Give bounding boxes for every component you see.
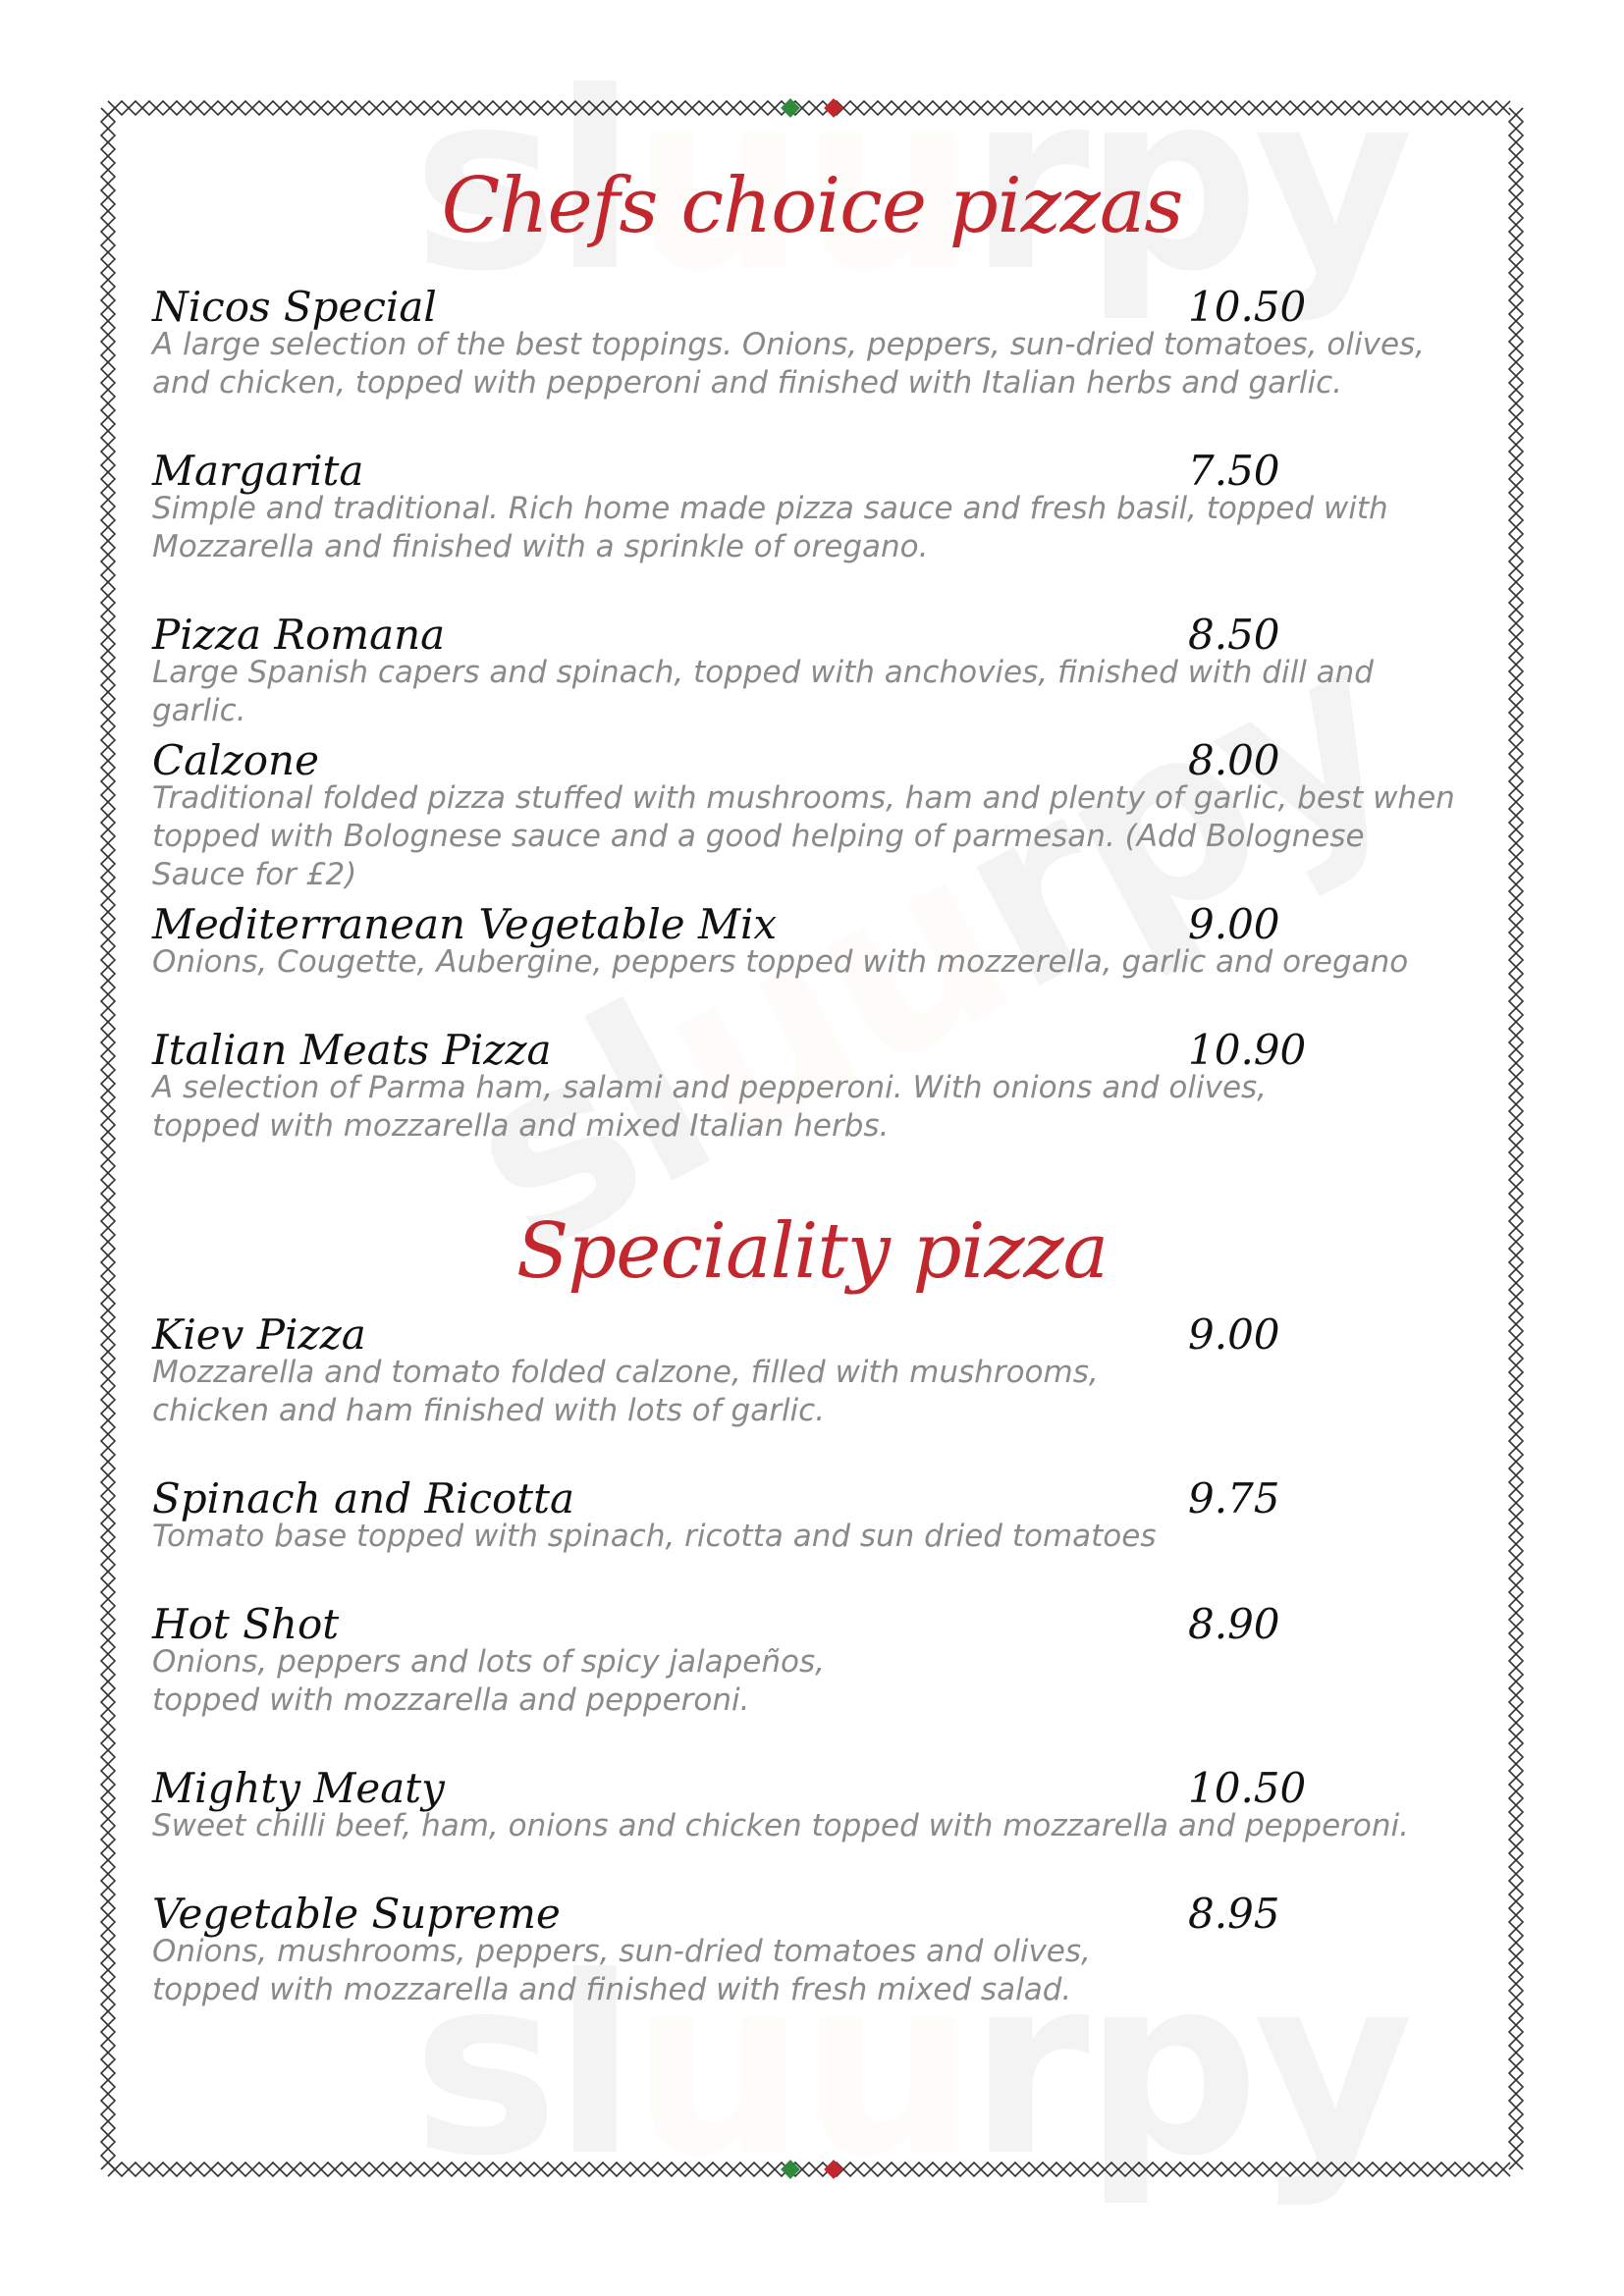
- bottom-ornament-diamond-green: [781, 2160, 800, 2179]
- item-description: Traditional folded pizza stuffed with mushrooms, ham and plenty of garlic, best when topped with Bolognese sauce and a good helping of parmesan. (Add Bolognese Sauce for £2): [152, 780, 1455, 892]
- item-name: Vegetable Supreme: [152, 1890, 561, 1938]
- menu-item: [152, 738, 1458, 894]
- menu-item: [152, 1312, 1458, 1430]
- item-price: 8.95: [1188, 1890, 1280, 1938]
- menu-item: [152, 1602, 1458, 1720]
- item-name: Mighty Meaty: [152, 1764, 445, 1812]
- item-price: 7.50: [1188, 447, 1280, 495]
- top-ornament-diamond-green: [781, 98, 800, 118]
- menu-item: [152, 1766, 1458, 1845]
- item-description: Onions, peppers and lots of spicy jalapeños, topped with mozzarella and pepperoni.: [152, 1644, 825, 1718]
- menu-item: [152, 613, 1458, 730]
- item-description: Tomato base topped with spinach, ricotta and sun dried tomatoes: [152, 1519, 1157, 1554]
- item-price: 10.50: [1188, 1764, 1307, 1812]
- item-name: Nicos Special: [152, 283, 437, 331]
- menu-item: [152, 285, 1458, 402]
- section-title: Speciality pizza: [515, 1207, 1109, 1296]
- item-description: Mozzarella and tomato folded calzone, filled with mushrooms, chicken and ham finished with lots of garlic.: [152, 1355, 1099, 1428]
- item-name: Hot Shot: [152, 1600, 340, 1648]
- item-price: 8.50: [1188, 611, 1280, 659]
- item-name: Margarita: [152, 447, 364, 495]
- item-price: 9.00: [1188, 900, 1280, 948]
- item-name: Pizza Romana: [152, 611, 446, 659]
- item-description: Simple and traditional. Rich home made pizza sauce and fresh basil, topped with Mozzarella and finished with a sprinkle of oregano.: [152, 491, 1388, 564]
- item-name: Kiev Pizza: [152, 1310, 366, 1359]
- item-price: 9.75: [1188, 1474, 1280, 1522]
- item-price: 10.90: [1188, 1026, 1307, 1074]
- item-price: 8.00: [1188, 736, 1280, 784]
- menu-item: [152, 902, 1458, 982]
- item-name: Mediterranean Vegetable Mix: [152, 900, 778, 948]
- item-name: Calzone: [152, 736, 319, 784]
- item-description: Onions, Cougette, Aubergine, peppers topped with mozzerella, garlic and oregano: [152, 944, 1409, 980]
- menu-item: [152, 449, 1458, 566]
- menu-item: [152, 1476, 1458, 1556]
- item-description: A large selection of the best toppings. Onions, peppers, sun-dried tomatoes, olives, and chicken, topped with pepperoni and finished with Italian herbs and garlic.: [152, 327, 1426, 400]
- item-name: Italian Meats Pizza: [152, 1026, 552, 1074]
- item-price: 10.50: [1188, 283, 1307, 331]
- menu-item: [152, 1028, 1458, 1146]
- item-name: Spinach and Ricotta: [152, 1474, 575, 1522]
- top-ornament-diamond-red: [824, 98, 843, 118]
- item-description: Large Spanish capers and spinach, topped with anchovies, finished with dill and garlic.: [152, 655, 1374, 728]
- menu-item: [152, 1892, 1458, 2009]
- item-price: 9.00: [1188, 1310, 1280, 1359]
- item-description: Sweet chilli beef, ham, onions and chicken topped with mozzarella and pepperoni.: [152, 1808, 1410, 1843]
- bottom-ornament-diamond-red: [824, 2160, 843, 2179]
- item-description: Onions, mushrooms, peppers, sun-dried tomatoes and olives, topped with mozzarella and finished with fresh mixed salad.: [152, 1934, 1091, 2007]
- item-price: 8.90: [1188, 1600, 1280, 1648]
- item-description: A selection of Parma ham, salami and pepperoni. With onions and olives, topped with mozzarella and mixed Italian herbs.: [152, 1070, 1268, 1144]
- section-title: Chefs choice pizzas: [441, 162, 1183, 250]
